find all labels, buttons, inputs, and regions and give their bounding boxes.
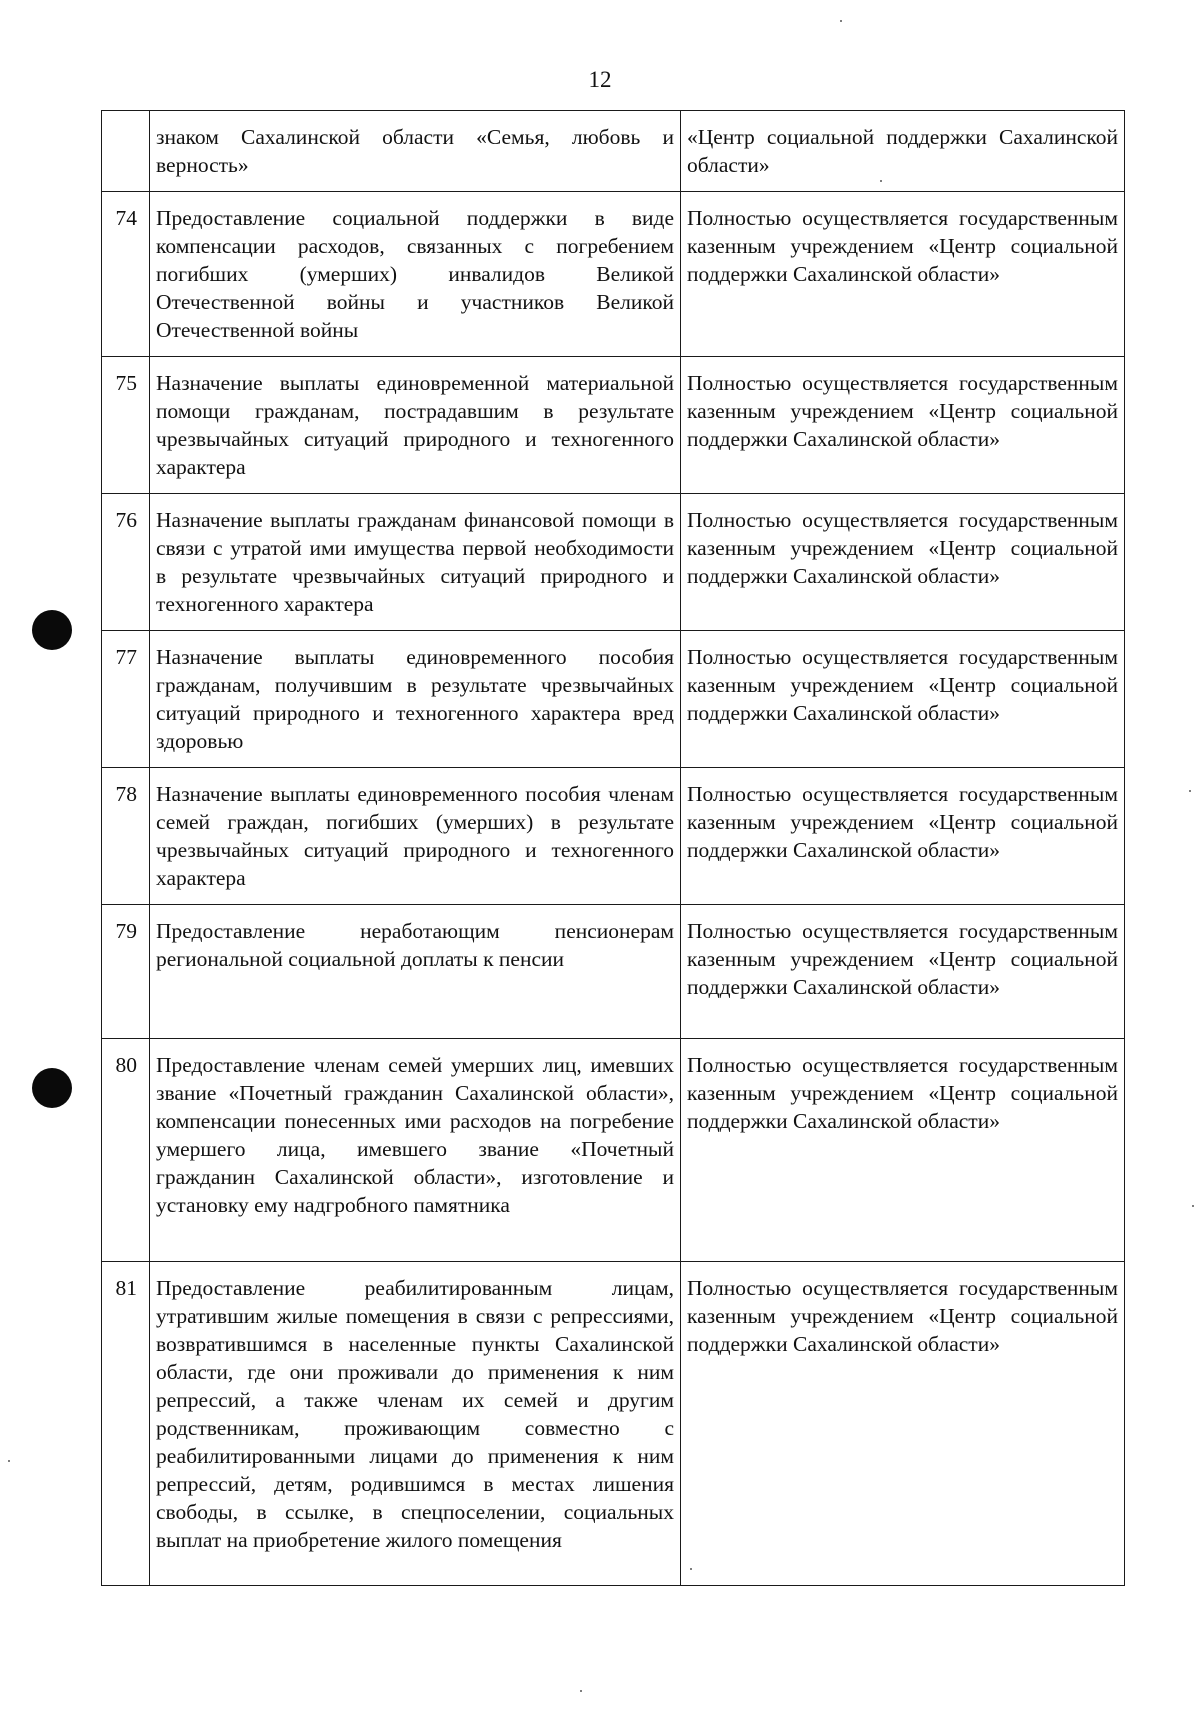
service-name: Предоставление реабилитированным лицам, утратившим жилые помещения в связи с репрессиями, возвратившимся в населенные пункты Сахалинской области, где они проживали до применения к ним репрессий, а также членам их семей и другим родственникам, проживающим совместно с реабилитированными лицами до применения к ним репрессий, детям, родившимся в местах лишения свободы, в ссылке, в спецпоселении, социальных выплат на приобретение жилого помещения [150,1262,681,1586]
responsible-organization: Полностью осуществляется государственным казенным учреждением «Центр социальной поддержки Сахалинской области» [681,1262,1125,1586]
table-row [102,494,1125,631]
scan-speck [8,1460,10,1462]
table-row [102,631,1125,768]
responsible-organization: Полностью осуществляется государственным казенным учреждением «Центр социальной поддержки Сахалинской области» [681,1039,1125,1262]
row-number [102,111,150,192]
punch-hole-top [32,610,72,650]
scan-speck [1192,1205,1194,1207]
responsible-organization: Полностью осуществляется государственным казенным учреждением «Центр социальной поддержки Сахалинской области» [681,631,1125,768]
service-name: Назначение выплаты единовременного пособия гражданам, получившим в результате чрезвычайных ситуаций природного и техногенного характера вред здоровью [150,631,681,768]
responsible-organization: Полностью осуществляется государственным казенным учреждением «Центр социальной поддержки Сахалинской области» [681,905,1125,1039]
service-name: Назначение выплаты гражданам финансовой помощи в связи с утратой ими имущества первой необходимости в результате чрезвычайных ситуаций природного и техногенного характера [150,494,681,631]
table-row [102,111,1125,192]
table-row [102,905,1125,1039]
service-name: Предоставление членам семей умерших лиц, имевших звание «Почетный гражданин Сахалинской области», компенсации понесенных ими расходов на погребение умершего лица, имевшего звание «Почетный гражданин Сахалинской области», изготовление и установку ему надгробного памятника [150,1039,681,1262]
scan-speck [840,20,842,22]
row-number: 78 [102,768,150,905]
row-number: 77 [102,631,150,768]
table-row [102,1262,1125,1586]
scan-speck [580,1690,582,1692]
responsible-organization: Полностью осуществляется государственным казенным учреждением «Центр социальной поддержки Сахалинской области» [681,494,1125,631]
service-name: Предоставление социальной поддержки в виде компенсации расходов, связанных с погребением погибших (умерших) инвалидов Великой Отечественной войны и участников Великой Отечественной войны [150,192,681,357]
responsible-organization: Полностью осуществляется государственным казенным учреждением «Центр социальной поддержки Сахалинской области» [681,192,1125,357]
service-name: знаком Сахалинской области «Семья, любовь и верность» [150,111,681,192]
table-row [102,768,1125,905]
page-number: 12 [588,67,612,92]
services-table [101,110,1125,1586]
responsible-organization: «Центр социальной поддержки Сахалинской области» [681,111,1125,192]
service-name: Назначение выплаты единовременного пособия членам семей граждан, погибших (умерших) в результате чрезвычайных ситуаций природного и техногенного характера [150,768,681,905]
scan-speck [1189,790,1191,792]
row-number: 81 [102,1262,150,1586]
table-row [102,1039,1125,1262]
row-number: 80 [102,1039,150,1262]
row-number: 79 [102,905,150,1039]
responsible-organization: Полностью осуществляется государственным казенным учреждением «Центр социальной поддержки Сахалинской области» [681,768,1125,905]
table-row [102,192,1125,357]
row-number: 74 [102,192,150,357]
row-number: 75 [102,357,150,494]
responsible-organization: Полностью осуществляется государственным казенным учреждением «Центр социальной поддержки Сахалинской области» [681,357,1125,494]
service-name: Предоставление неработающим пенсионерам региональной социальной доплаты к пенсии [150,905,681,1039]
row-number: 76 [102,494,150,631]
table-row [102,357,1125,494]
service-name: Назначение выплаты единовременной материальной помощи гражданам, пострадавшим в результате чрезвычайных ситуаций природного и техногенного характера [150,357,681,494]
punch-hole-bottom [32,1068,72,1108]
